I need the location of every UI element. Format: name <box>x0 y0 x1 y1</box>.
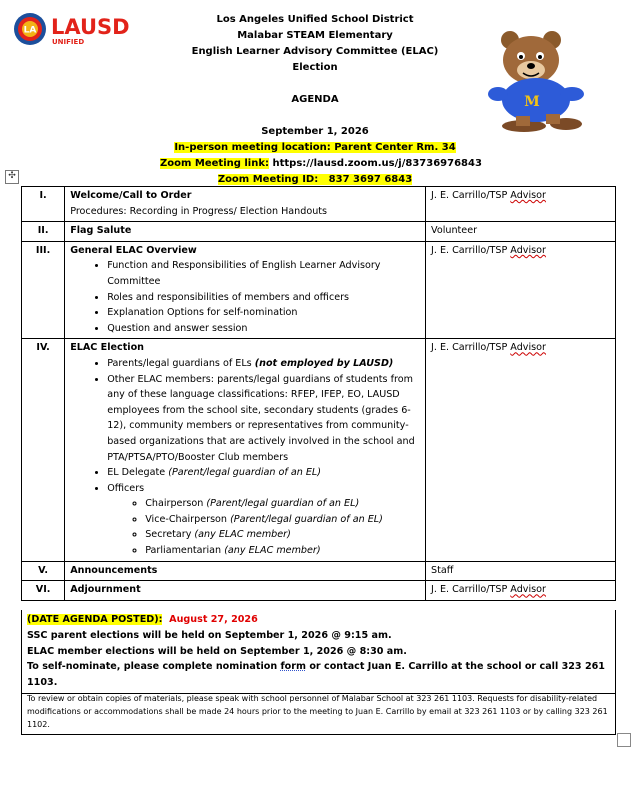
committee-name: English Learner Advisory Committee (ELAC) <box>191 46 439 57</box>
row-presenter-role: Advisor <box>510 244 546 256</box>
table-move-handle[interactable]: ✣ <box>5 170 19 184</box>
meeting-location: In-person meeting location: Parent Center Rm. 34 <box>174 142 456 153</box>
list-item: ◦ Vice-Chairperson (Parent/legal guardian of an EL) <box>145 512 420 528</box>
list-item: • Other ELAC members: parents/legal guardians of students from any of these language classifications: RFEP, IFEP, EO, LAUSD employees from the school site, secondary students (grades 6-12), community members or representatives from community-based organizations that are actively involved in the school and PTA/PTSA/PTO/Booster Club members <box>107 372 420 466</box>
row-number: III. <box>22 241 65 339</box>
logo-sub: UNIFIED <box>52 38 85 46</box>
table-row <box>22 339 616 561</box>
date-posted-value: August 27, 2026 <box>169 614 258 625</box>
bear-mascot-image <box>476 28 606 148</box>
officers-list <box>107 496 420 558</box>
row-number: I. <box>22 187 65 222</box>
logo-badge-text: LA <box>23 25 37 36</box>
row-number: IV. <box>22 339 65 561</box>
ssc-election-note: SSC parent elections will be held on September 1, 2026 @ 9:15 am. <box>27 629 392 641</box>
row-presenter: Staff <box>426 561 616 581</box>
list-item: • Question and answer session <box>107 321 420 337</box>
row-subtitle: Procedures: Recording in Progress/ Election Handouts <box>70 205 328 217</box>
agenda-title: AGENDA <box>291 94 339 105</box>
row-title: ELAC Election <box>70 342 145 354</box>
row-presenter-role: Advisor <box>510 584 546 596</box>
list-item: • Explanation Options for self-nomination <box>107 305 420 321</box>
agenda-table <box>21 186 616 601</box>
list-item: • EL Delegate (Parent/legal guardian of an EL) <box>107 465 420 481</box>
list-item: • Roles and responsibilities of members and officers <box>107 290 420 306</box>
row-title: Welcome/Call to Order <box>70 190 192 201</box>
row-presenter: J. E. Carrillo/TSP <box>431 584 511 596</box>
row-title: Adjournment <box>70 584 141 596</box>
document-header <box>160 12 482 188</box>
table-row <box>22 222 616 242</box>
school-name: Malabar STEAM Elementary <box>237 30 393 41</box>
row-title: Announcements <box>70 564 158 576</box>
row-number: VI. <box>22 581 65 601</box>
zoom-id-label: Zoom Meeting ID: <box>217 174 319 185</box>
table-row <box>22 187 616 222</box>
row-title: General ELAC Overview <box>70 244 197 256</box>
row-title: Flag Salute <box>70 225 132 237</box>
mascot-letter: M <box>524 94 540 110</box>
row-presenter: J. E. Carrillo/TSP <box>431 342 511 354</box>
district-name: Los Angeles Unified School District <box>216 14 414 25</box>
list-item: • Officers ◦ Chairperson (Parent/legal guardian of an EL) ◦ Vice-Chairperson (Parent/legal guardian of an EL) ◦ Secretary (any ELAC member) ◦ Parliamentarian (any ELAC member) <box>107 481 420 559</box>
table-row <box>22 561 616 581</box>
list-item: ◦ Secretary (any ELAC member) <box>145 527 420 543</box>
row-number: II. <box>22 222 65 242</box>
table-row <box>22 581 616 601</box>
self-nomination-note: To self-nominate, please complete nomination form or contact Juan E. Carrillo at the school or call 323 261 1103. <box>27 661 605 689</box>
row-presenter: Volunteer <box>426 222 616 242</box>
overview-list <box>70 258 420 336</box>
lausd-logo <box>13 12 141 46</box>
list-item: ◦ Parliamentarian (any ELAC member) <box>145 543 420 559</box>
logo-wordmark: LAUSD <box>51 15 130 39</box>
list-item: ◦ Chairperson (Parent/legal guardian of an EL) <box>145 496 420 512</box>
election-notes <box>21 610 616 694</box>
page-corner-marker <box>617 733 631 747</box>
meeting-date: September 1, 2026 <box>261 126 369 137</box>
election-list <box>70 356 420 559</box>
list-item: • Parents/legal guardians of ELs (not employed by LAUSD) <box>107 356 420 372</box>
row-presenter-role: Advisor <box>510 342 546 354</box>
date-posted-label: (DATE AGENDA POSTED): <box>27 614 163 625</box>
zoom-link[interactable]: https://lausd.zoom.us/j/83736976843 <box>269 158 482 169</box>
event-name: Election <box>292 62 338 73</box>
row-presenter-role: Advisor <box>510 190 546 201</box>
list-item: • Function and Responsibilities of English Learner Advisory Committee <box>107 258 420 289</box>
zoom-link-label: Zoom Meeting link: <box>160 158 269 169</box>
accessibility-disclaimer: To review or obtain copies of materials, please speak with school personnel of Malabar School at 323 261 1103. Requests for disability-related modifications or accommodations shall be made 24 hours prior to the meeting to Juan E. Carrillo by email at 323 261 1103 or by calling 323 261 1102. <box>21 690 616 735</box>
row-number: V. <box>22 561 65 581</box>
table-row <box>22 241 616 339</box>
row-presenter: J. E. Carrillo/TSP <box>431 190 511 201</box>
zoom-id: 837 3697 6843 <box>328 174 413 185</box>
elac-election-note: ELAC member elections will be held on September 1, 2026 @ 8:30 am. <box>27 645 407 657</box>
row-presenter: J. E. Carrillo/TSP <box>431 244 511 256</box>
